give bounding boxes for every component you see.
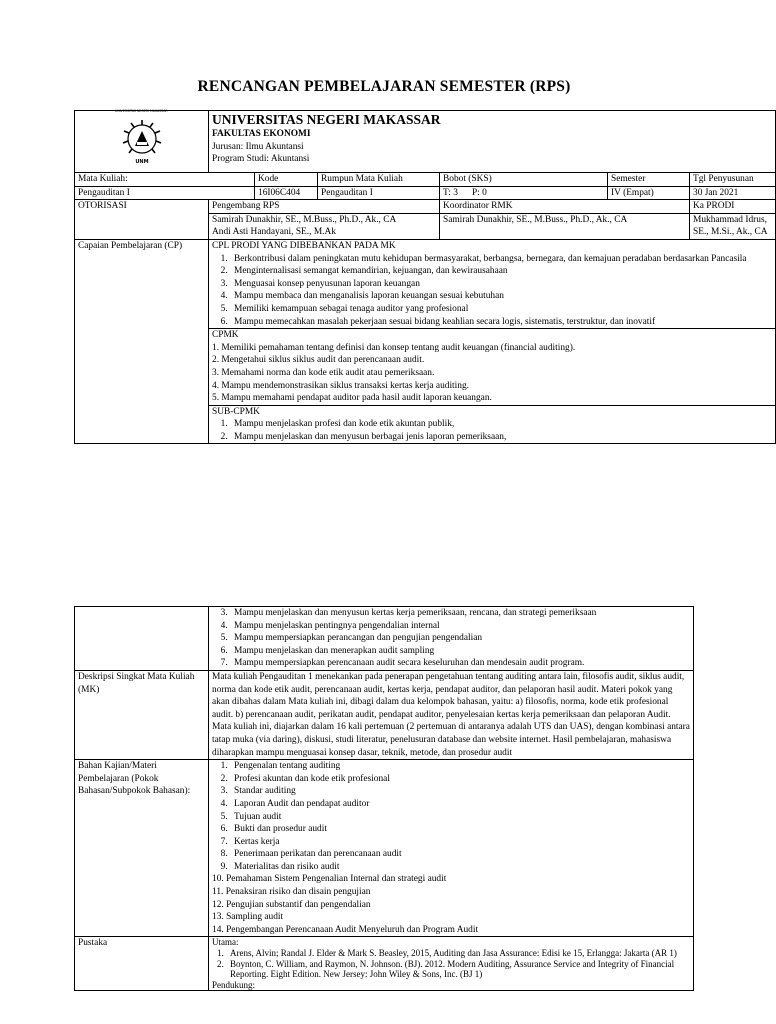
bahan-list — [209, 760, 694, 937]
rps-table-page1 — [74, 110, 776, 444]
label-pengembang: Pengembang RPS — [209, 200, 440, 214]
list-item: 5. Mampu memahami pendapat auditor pada hasil audit laporan keuangan. — [212, 393, 492, 404]
list-item: 2. Menginternalisasi semangat kemandirian, kejuangan, dan kewirausahaan — [230, 265, 772, 278]
kaprodi-name: Mukhammad Idrus, SE., M.Si., Ak., CA — [690, 213, 776, 239]
list-item: 4. Mampu membaca dan menganalisis laporan keuangan sesuai kebutuhan — [230, 290, 772, 303]
pustaka-pendukung-label: Pendukung: — [212, 979, 256, 990]
label-rumpun: Rumpun Mata Kuliah — [318, 173, 440, 187]
list-item: 6. Mampu memecahkan masalah pekerjaan sesuai bidang keahlian secara logis, sistematis, terstruktur, dan inovatif — [230, 316, 772, 329]
list-item: 2. Boynton, C. William, and Raymon, N. Johnson. (BJ). 2012. Modern Auditing, Assurance Service and Integrity of Financial Reporting. Eight Edition. New Jersey: John Wiley & Sons, Inc. (BJ 1) — [226, 959, 690, 980]
label-bahan: Bahan Kajian/Materi Pembelajaran (Pokok Bahasan/Subpokok Bahasan): — [75, 760, 209, 937]
label-tgl: Tgl Penyusunan — [690, 173, 776, 187]
logo-text: UNIVERSITAS NEGERI MAKASSAR — [114, 109, 168, 114]
list-item: 3. Memahami norma dan kode etik audit atau pemeriksaan. — [212, 367, 435, 378]
list-item: 11. Penaksiran risiko dan disain pengujian — [212, 887, 371, 898]
label-kaprodi: Ka PRODI — [690, 200, 776, 214]
faculty-name: FAKULTAS EKONOMI — [212, 129, 311, 139]
list-item: 6. Bukti dan prosedur audit — [230, 823, 690, 836]
list-item: 3. Menguasai konsep penyusunan laporan keuangan — [230, 278, 772, 291]
list-item: 3. Mampu menjelaskan dan menyusun kertas kerja pemeriksaan, rencana, dan strategi pemeriksaan — [230, 607, 690, 620]
pustaka-content — [209, 937, 694, 991]
cpl-list — [212, 253, 772, 329]
course-bobot: T: 3 P: 0 — [440, 186, 608, 200]
label-otorisasi: OTORISASI — [75, 200, 209, 240]
course-date: 30 Jan 2021 — [690, 186, 776, 200]
label-cp: Capaian Pembelajaran (CP) — [75, 239, 209, 444]
list-item: 1. Arens, Alvin; Randal J. Elder & Mark S. Beasley, 2015, Auditing dan Jasa Assurance: Edisi ke 15, Erlangga: Jakarta (AR 1) — [226, 948, 690, 959]
pengembang-1: Samirah Dunakhir, SE., M.Buss., Ph.D., Ak., CA — [212, 214, 397, 225]
list-item: 5. Tujuan audit — [230, 811, 690, 824]
rps-table-page2 — [74, 606, 694, 991]
koordinator-name: Samirah Dunakhir, SE., M.Buss., Ph.D., Ak., CA — [440, 213, 690, 239]
university-name: UNIVERSITAS NEGERI MAKASSAR — [212, 112, 441, 127]
course-semester: IV (Empat) — [608, 186, 690, 200]
list-item: 4. Mampu mendemonstrasikan siklus transaksi kertas kerja auditing. — [212, 380, 469, 391]
list-item: 10. Pemahaman Sistem Pengenalian Internal dan strategi audit — [212, 874, 447, 885]
list-item: 4. Laporan Audit dan pendapat auditor — [230, 798, 690, 811]
list-item: 13. Sampling audit — [212, 912, 284, 923]
logo-cell — [75, 111, 209, 173]
label-pustaka: Pustaka — [75, 937, 209, 991]
subcpmk-section — [209, 405, 776, 444]
pustaka-utama-label: Utama: — [212, 937, 239, 948]
list-item: 4. Mampu menjelaskan pentingnya pengendalian internal — [230, 620, 690, 633]
label-kode: Kode — [255, 173, 318, 187]
list-item: 1. Berkontribusi dalam peningkatan mutu kehidupan bermasyarakat, berbangsa, bernegara, dan kemajuan peradaban berdasarkan Pancasila — [230, 253, 772, 266]
pengembang-2: Andi Asti Handayani, SE., M.Ak — [212, 227, 336, 238]
label-semester: Semester — [608, 173, 690, 187]
university-logo — [114, 109, 169, 166]
cpmk-title: CPMK — [212, 330, 239, 341]
page-title: RENCANGAN PEMBELAJARAN SEMESTER (RPS) — [197, 78, 571, 95]
subcpmk-list — [212, 418, 772, 443]
list-item: 1. Mampu menjelaskan profesi dan kode etik akuntan publik, — [230, 418, 772, 431]
list-item: 1. Pengenalan tentang auditing — [230, 760, 690, 773]
list-item: 6. Mampu menjelaskan dan menerapkan audit sampling — [230, 645, 690, 658]
list-item: 7. Mampu mempersiapkan perencanaan audit secara keseluruhan dan mendesain audit program. — [230, 657, 690, 670]
deskripsi-text: Mata kuliah Pengauditan 1 menekankan pada penerapan pengetahuan tentang auditing antara lain, filosofis audit, siklus audit, norma dan kode etik audit, perencanaan audit, kertas kerja, pendapat auditor, dan pelaporan hasil audit. Materi pokok yang akan dibahas dalam Mata kuliah ini, dibagi dalam dua kelompok bahasan, yaitu: a) filosofis, norma, kode etik profesional audit. b) perencanaan audit, perikatan audit, pendapat auditor, penyelesaian kertas kerja pemeriksaan dan pelaporan Audit. Mata kuliah ini, diajarkan dalam 16 kali pertemuan (2 pertemuan di antaranya adalah UTS dan UAS), dengan kombinasi antara tatap muka (via daring), diskusi, studi literatur, penelusuran database dan website internet. Hasil pembelajaran, mahasiswa diharapkan mampu menguasai konsep dasar, teknik, metode, dan prosedur audit — [209, 670, 694, 759]
list-item: 3. Standar auditing — [230, 785, 690, 798]
logo-sub: UNM — [134, 159, 149, 166]
list-item: 12. Pengujian substantif dan pengendalian — [212, 899, 371, 910]
subcpmk-title: SUB-CPMK — [212, 406, 260, 417]
list-item: 1. Memiliki pemahaman tentang definisi dan konsep tentang audit keuangan (financial auditing). — [212, 342, 576, 353]
list-item: 8. Penerimaan perikatan dan perencanaan audit — [230, 848, 690, 861]
course-code: 16I06C404 — [255, 186, 318, 200]
subcpmk-continued — [209, 607, 694, 671]
subcpmk-list-continued — [212, 607, 690, 670]
empty-label-cell — [75, 607, 209, 671]
header-info — [209, 111, 776, 173]
prodi: Program Studi: Akuntansi — [212, 154, 310, 165]
cpl-section — [209, 239, 776, 328]
cpmk-section — [209, 329, 776, 406]
label-mata-kuliah: Mata Kuliah: — [75, 173, 255, 187]
jurusan: Jurusan: Ilmu Akuntansi — [212, 141, 304, 152]
course-name: Pengauditan I — [75, 186, 255, 200]
list-item: 2. Mengetahui siklus siklus audit dan perencanaan audit. — [212, 355, 425, 366]
pustaka-utama-list — [212, 948, 690, 980]
list-item: 9. Materialitas dan risiko audit — [230, 861, 690, 874]
label-deskripsi: Deskripsi Singkat Mata Kuliah (MK) — [75, 670, 209, 759]
list-item: 2. Mampu menjelaskan dan menyusun berbagai jenis laporan pemeriksaan, — [230, 431, 772, 444]
label-koordinator: Koordinator RMK — [440, 200, 690, 214]
list-item: 7. Kertas kerja — [230, 836, 690, 849]
course-rumpun: Pengauditan I — [318, 186, 440, 200]
list-item: 14. Pengembangan Perencanaan Audit Menyeluruh dan Program Audit — [212, 924, 479, 935]
label-bobot: Bobot (SKS) — [440, 173, 608, 187]
bahan-list-a — [212, 760, 690, 873]
cpl-title: CPL PRODI YANG DIBEBANKAN PADA MK — [212, 240, 396, 251]
list-item: 5. Mampu mempersiapkan perancangan dan pengujian pengendalian — [230, 632, 690, 645]
list-item: 2. Profesi akuntan dan kode etik profesional — [230, 773, 690, 786]
list-item: 5. Memiliki kemampuan sebagai tenaga auditor yang profesional — [230, 303, 772, 316]
pengembang-names — [209, 213, 440, 239]
